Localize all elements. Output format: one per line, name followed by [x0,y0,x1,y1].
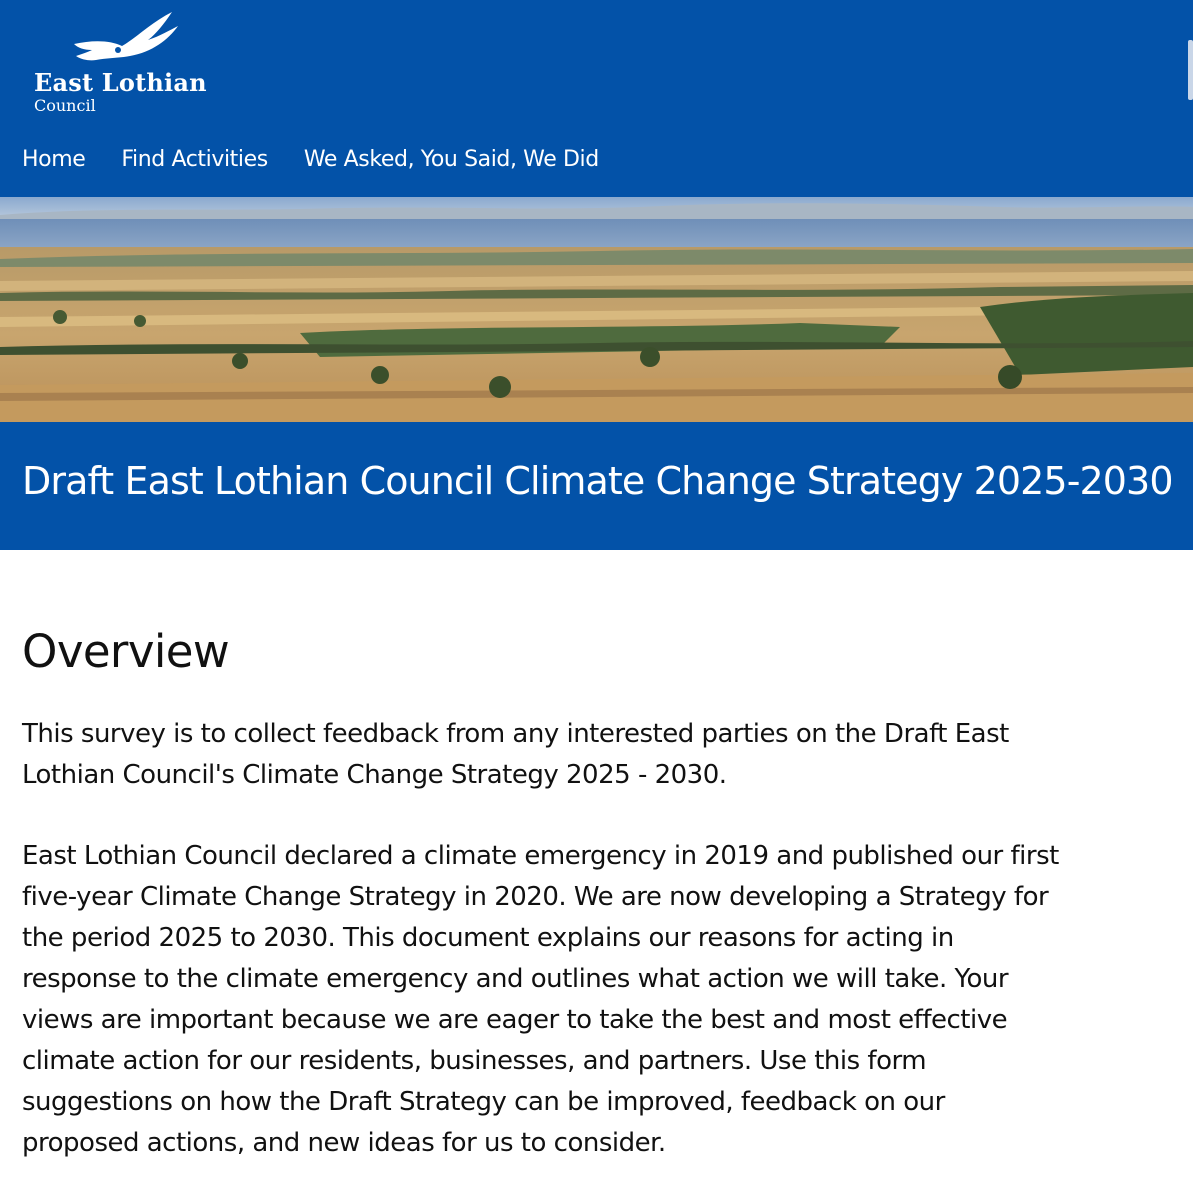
main-nav [22,147,599,172]
overview-paragraph: East Lothian Council declared a climate emergency in 2019 and published our first five-year Climate Change Strategy in 2020. We are now developing a Strategy for the period 2025 to 2030. This document explains our reasons for acting in response to the climate emergency and outlines what action we will take. Your views are important because we are eager to take the best and most effective climate action for our residents, businesses, and partners. Use this form suggestions on how the Draft Strategy can be improved, feedback on our proposed actions, and new ideas for us to consider. [22,841,1059,1158]
logo-name: East Lothian [34,68,207,97]
eagle-icon [52,10,192,66]
council-logo[interactable] [32,10,232,115]
site-header [0,0,1193,197]
overview-paragraph: This survey is to collect feedback from any interested parties on the Draft East Lothian Council's Climate Change Strategy 2025 - 2030. [22,719,1009,790]
page-title: Draft East Lothian Council Climate Change Strategy 2025-2030 [22,459,1173,503]
nav-home[interactable]: Home [22,147,86,172]
overview-section [22,625,1062,1158]
overview-heading: Overview [22,625,230,678]
nav-find-activities[interactable]: Find Activities [121,147,268,172]
logo-subtitle: Council [34,96,96,115]
page-title-banner [0,422,1193,550]
scrollbar[interactable] [1188,40,1193,100]
nav-we-asked-you-said[interactable]: We Asked, You Said, We Did [303,147,599,172]
hero-landscape-image [0,197,1193,422]
